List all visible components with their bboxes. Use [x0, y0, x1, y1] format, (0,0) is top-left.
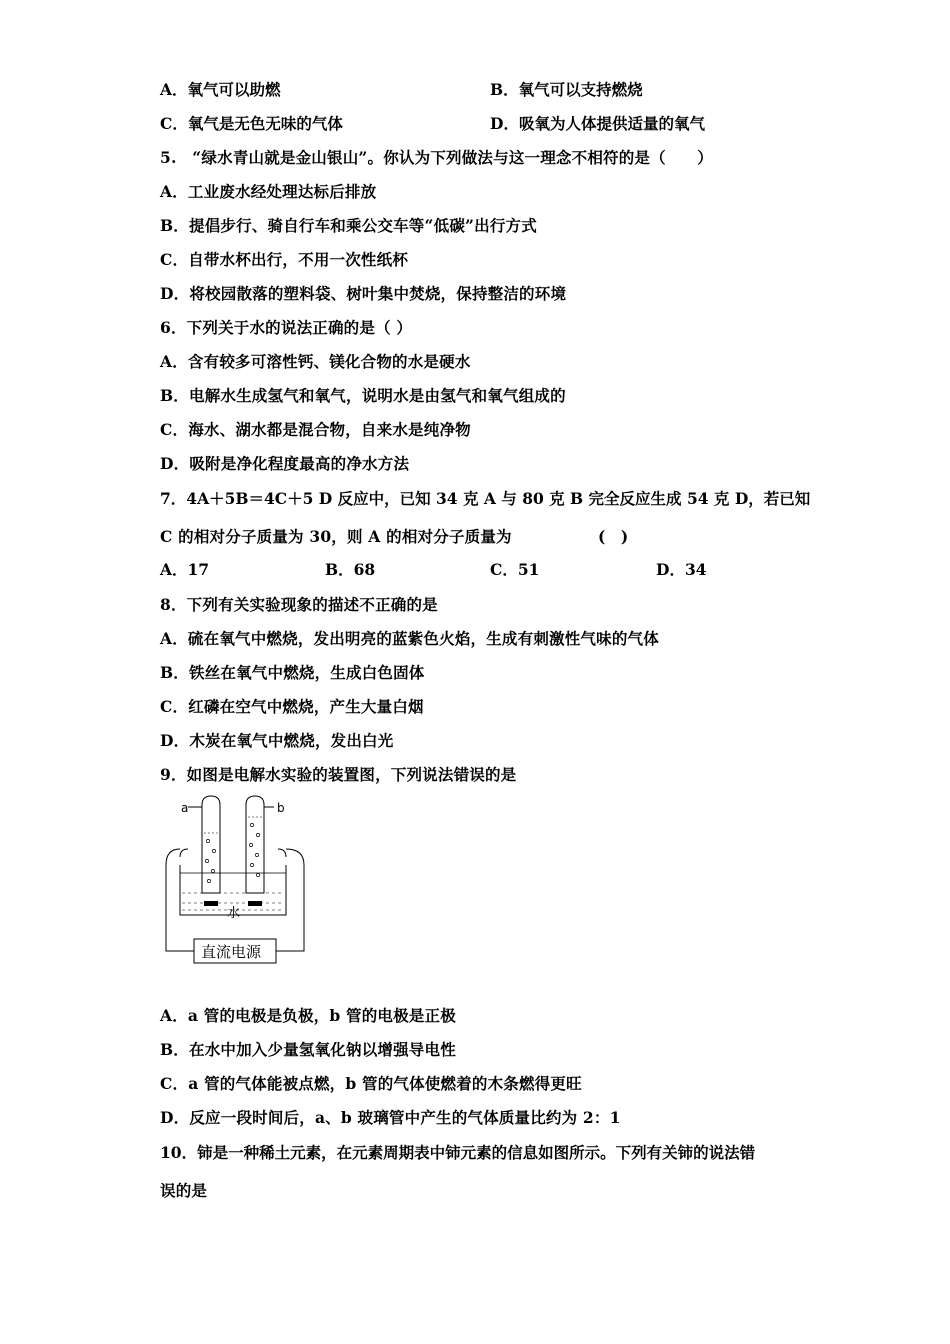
- electrode-b: [248, 901, 262, 906]
- circuit-wires: [166, 849, 304, 951]
- q5-option-d: D．将校园散落的塑料袋、树叶集中焚烧，保持整洁的环境: [160, 284, 567, 303]
- q9-option-a: A．a 管的电极是负极，b 管的电极是正极: [160, 1006, 456, 1025]
- tube-a: [188, 796, 220, 893]
- label-b: b: [277, 801, 285, 815]
- q9-option-d: D．反应一段时间后，a、b 玻璃管中产生的气体质量比约为 2：1: [160, 1108, 621, 1127]
- q7-option-c: C．51: [490, 560, 540, 579]
- q9-option-c: C．a 管的气体能被点燃，b 管的气体使燃着的木条燃得更旺: [160, 1074, 582, 1093]
- q8-stem: 8．下列有关实验现象的描述不正确的是: [160, 595, 438, 614]
- q4-option-b: B．氧气可以支持燃烧: [490, 80, 643, 99]
- q7-option-d: D．34: [656, 560, 707, 579]
- q10-stem-line1: 10．铈是一种稀土元素，在元素周期表中铈元素的信息如图所示。下列有关铈的说法错: [160, 1143, 756, 1162]
- q6-stem: 6．下列关于水的说法正确的是（ ）: [160, 318, 413, 337]
- q8-option-c: C．红磷在空气中燃烧，产生大量白烟: [160, 697, 424, 716]
- q5-option-b: B．提倡步行、骑自行车和乘公交车等“低碳”出行方式: [160, 216, 537, 235]
- label-a: a: [181, 801, 189, 815]
- q6-option-d: D．吸附是净化程度最高的净水方法: [160, 454, 410, 473]
- q8-option-d: D．木炭在氧气中燃烧，发出白光: [160, 731, 394, 750]
- electrolysis-apparatus-diagram: [160, 793, 310, 968]
- q8-option-b: B．铁丝在氧气中燃烧，生成白色固体: [160, 663, 425, 682]
- q9-option-b: B．在水中加入少量氢氧化钠以增强导电性: [160, 1040, 456, 1059]
- q6-option-a: A．含有较多可溶性钙、镁化合物的水是硬水: [160, 352, 471, 371]
- q5-option-c: C．自带水杯出行，不用一次性纸杯: [160, 250, 409, 269]
- q4-option-d: D．吸氧为人体提供适量的氧气: [490, 114, 705, 133]
- q7-stem-line2: C 的相对分子质量为 30，则 A 的相对分子质量为: [160, 527, 512, 546]
- q7-stem-line1: 7．4A＋5B＝4C＋5 D 反应中，已知 34 克 A 与 80 克 B 完全反应生成 54 克 D，若已知: [160, 489, 811, 508]
- water-label: 水: [227, 906, 241, 921]
- q4-option-a: A．氧气可以助燃: [160, 80, 281, 99]
- q5-stem: 5. “绿水青山就是金山银山”。你认为下列做法与这一理念不相符的是（ ）: [160, 148, 713, 167]
- electrode-a: [204, 901, 218, 906]
- power-supply-label: 直流电源: [201, 943, 262, 961]
- q10-stem-line2: 误的是: [160, 1181, 208, 1200]
- q9-stem: 9．如图是电解水实验的装置图，下列说法错误的是: [160, 765, 517, 784]
- tube-b: [246, 796, 274, 893]
- q8-option-a: A．硫在氧气中燃烧，发出明亮的蓝紫色火焰，生成有刺激性气味的气体: [160, 629, 659, 648]
- q6-option-b: B．电解水生成氢气和氧气，说明水是由氢气和氧气组成的: [160, 386, 566, 405]
- q7-option-b: B．68: [325, 560, 376, 579]
- q7-option-a: A．17: [160, 560, 210, 579]
- q5-option-a: A．工业废水经处理达标后排放: [160, 182, 377, 201]
- q4-option-c: C．氧气是无色无味的气体: [160, 114, 343, 133]
- q6-option-c: C．海水、湖水都是混合物，自来水是纯净物: [160, 420, 471, 439]
- q7-answer-bracket: ( ): [598, 527, 629, 546]
